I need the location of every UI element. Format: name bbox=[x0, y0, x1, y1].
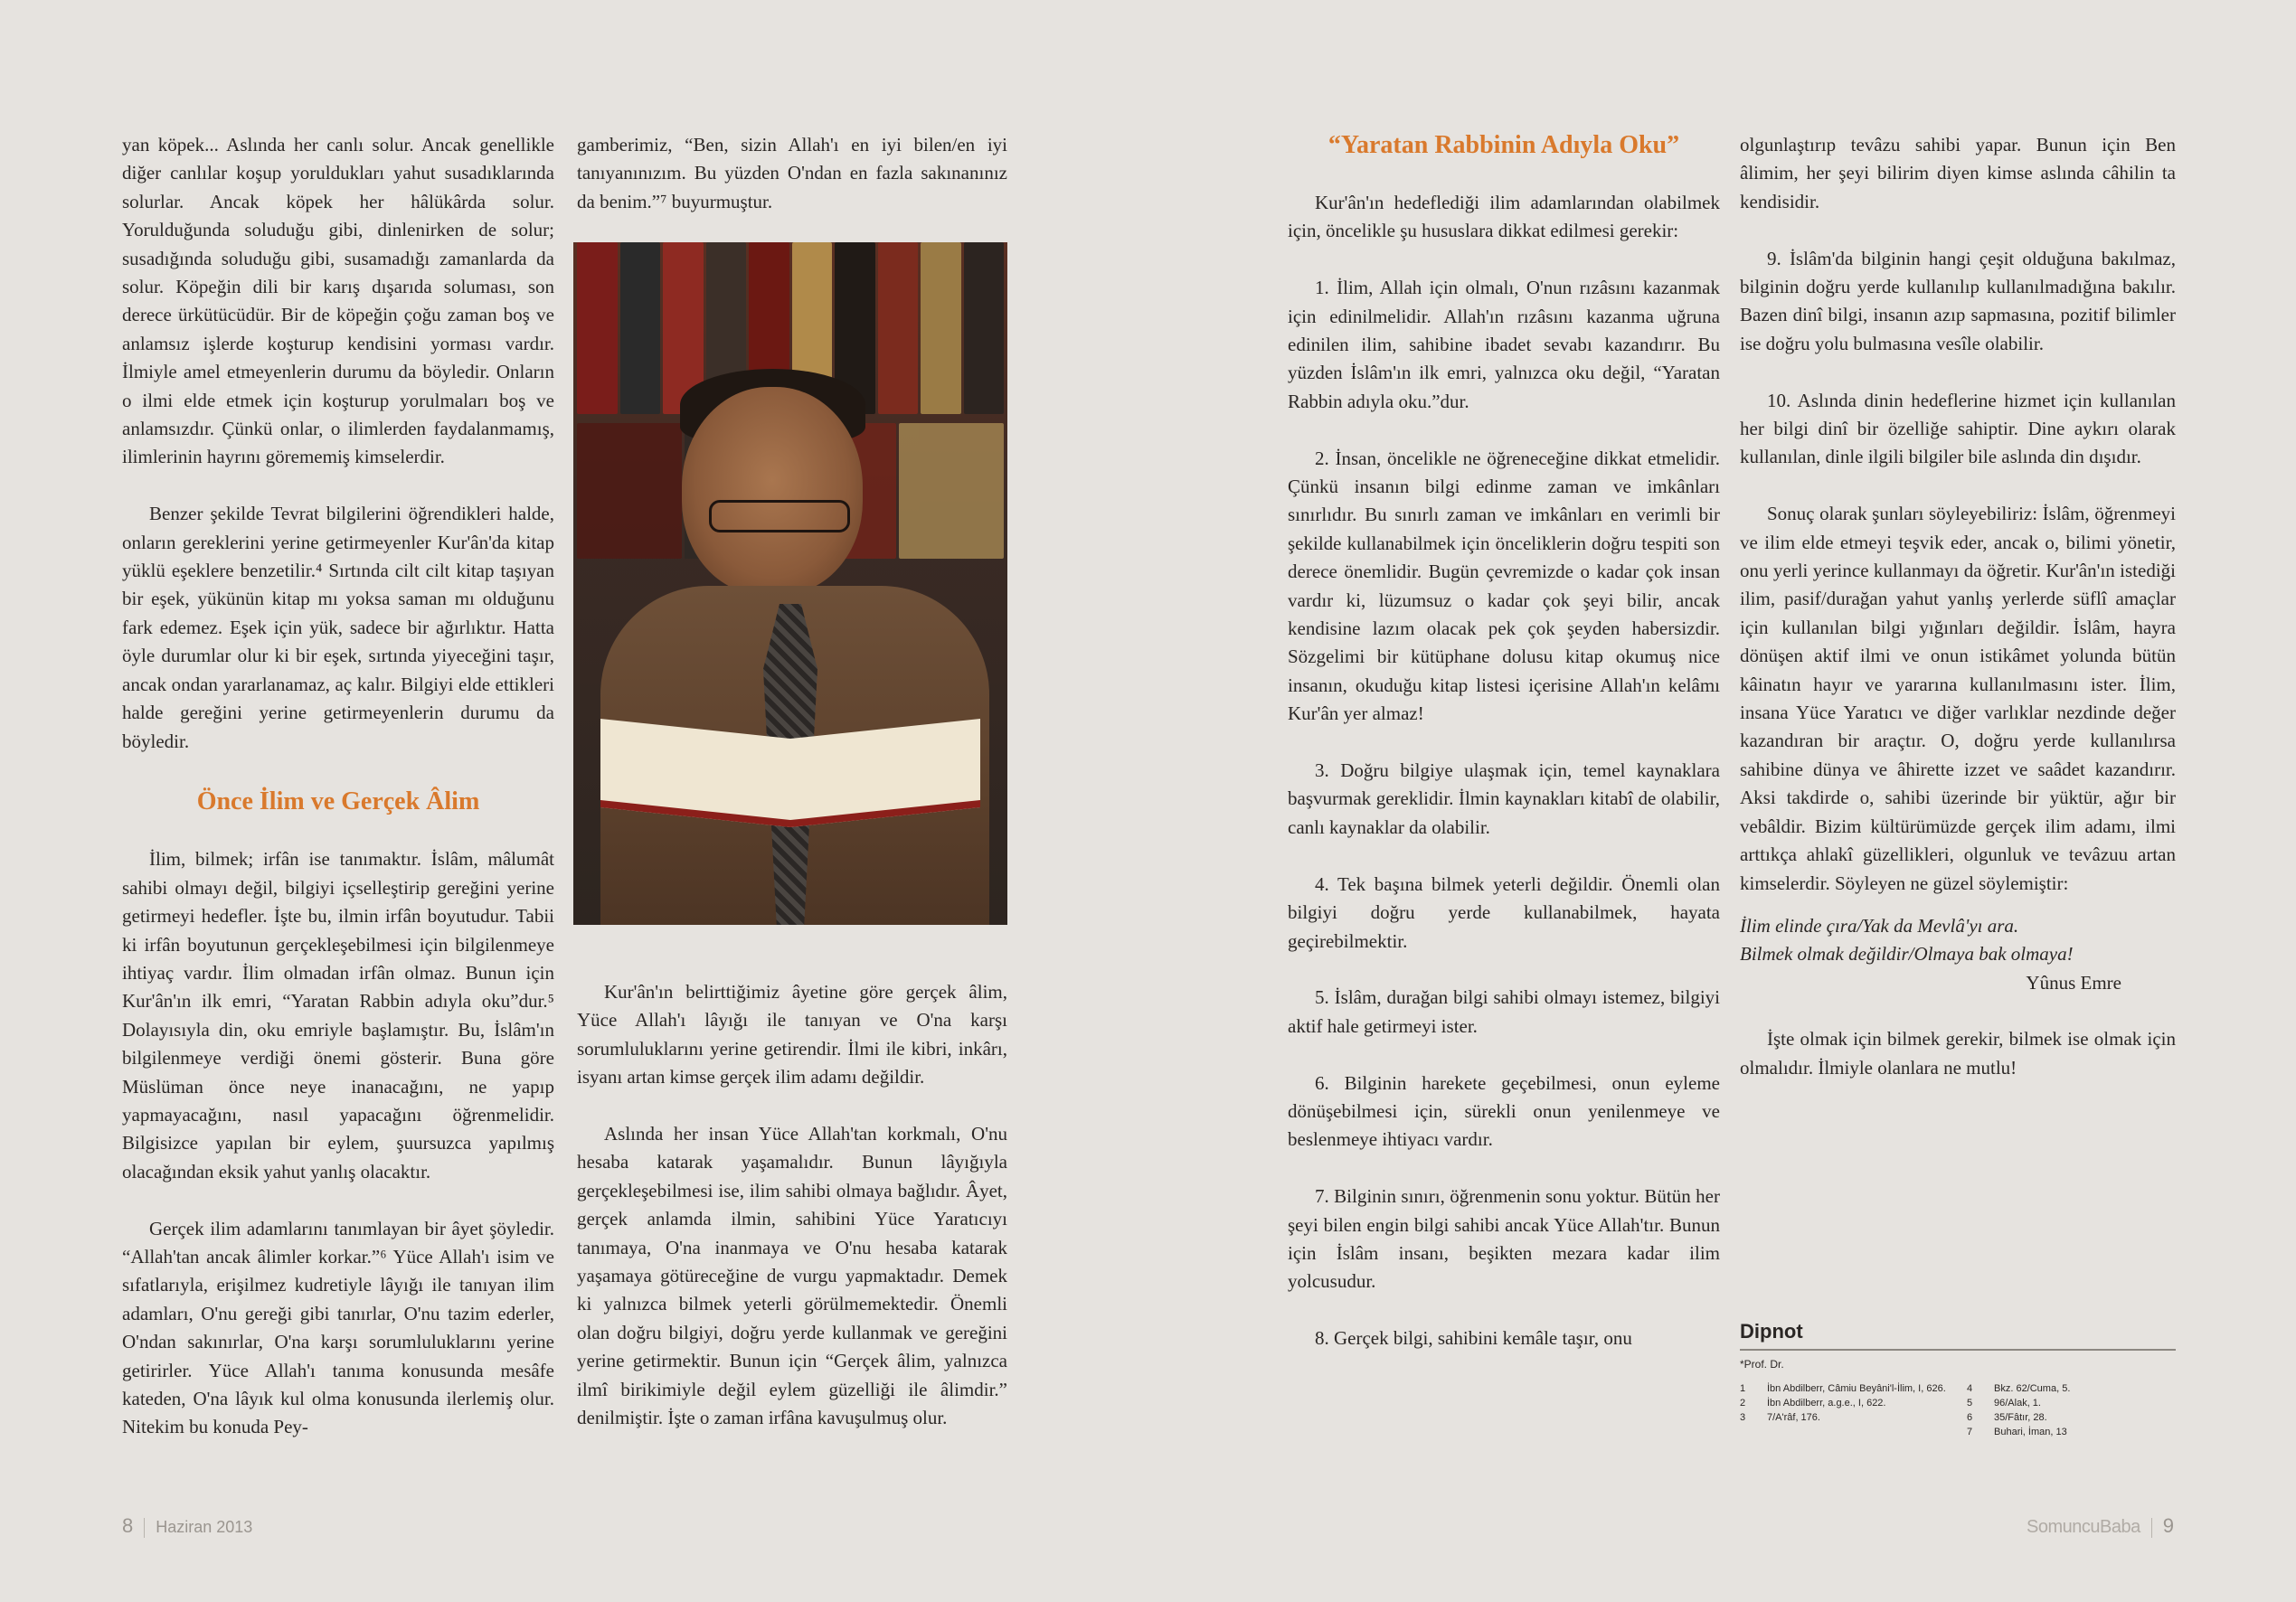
left-column-1 bbox=[122, 131, 554, 1487]
footnote-text: 35/Fâtır, 28. bbox=[1994, 1412, 2047, 1423]
paragraph: 2. İnsan, öncelikle ne öğreneceğine dikkat etmelidir. Çünkü insanın bilgi edinme zaman ve imkânları sınırlıdır. Bu sınırlı zaman ve imkânları en verimli bir şekilde kullanabilmek için önceliklerin doğru tespiti son derece önemlidir. Bugün çevremizde o kadar çok insan vardır ki, lüzumsuz o kadar çok şeyi bilir, ancak kendisine lazım olacak pek çok şeyden habersizdir. Sözgelimi bir kütüphane dolusu kitap okumuş nice insanın, okuduğu kitap listesi içerisine Allah'ın kelâmı Kur'ân yer almaz! bbox=[1288, 447, 1720, 725]
left-column-2-bottom bbox=[577, 978, 1007, 1484]
paragraph: 1. İlim, Allah için olmalı, O'nun rızâsını kazanmak için edinilmelidir. Allah'ın rızâsını kazanma uğruna edinilen ilim, sahibine ibadet sevabı kazandırır. Bu yüzden İslâm'ın ilk emri, yalnızca oku değil, “Yaratan Rabbin adıyla oku.”dur. bbox=[1288, 277, 1720, 412]
man-reading-book-photo bbox=[573, 242, 1007, 925]
paragraph: 6. Bilginin harekete geçebilmesi, onun eyleme dönüşebilmesi için, sürekli onun yenilenmeye ve beslenmeye ihtiyacı vardır. bbox=[1288, 1071, 1720, 1151]
footnote-number: 7 bbox=[1967, 1427, 1973, 1437]
footnote-item bbox=[1740, 1396, 1949, 1410]
paragraph: 8. Gerçek bilgi, sahibini kemâle taşır, onu bbox=[1315, 1327, 1632, 1350]
page-number: 8 bbox=[122, 1514, 134, 1537]
footnote-text: İbn Abdilberr, a.g.e., I, 622. bbox=[1767, 1398, 1886, 1409]
paragraph: 7. Bilginin sınırı, öğrenmenin sonu yoktur. Bütün her şeyi bilen engin bilgi sahibi ancak Yüce Allah'tır. Bunun için İslâm insanı, beşikten mezara kadar ilim yolcusudur. bbox=[1288, 1185, 1720, 1293]
left-footer bbox=[122, 1514, 252, 1538]
page-number: 9 bbox=[2162, 1514, 2174, 1537]
footnote-number: 2 bbox=[1740, 1398, 1746, 1409]
footnote-text: Buhari, İman, 13 bbox=[1994, 1427, 2067, 1437]
section-heading: Önce İlim ve Gerçek Âlim bbox=[196, 787, 480, 816]
footnote-text: 7/A'râf, 176. bbox=[1767, 1412, 1820, 1423]
paragraph: olgunlaştırıp tevâzu sahibi yapar. Bunun için Ben âlimim, her şeyi bilirim diyen kimse aslında câhilin ta kendisidir. bbox=[1740, 134, 2176, 212]
paragraph: İşte olmak için bilmek gerekir, bilmek ise olmak için olmalıdır. İlmiyle olanlara ne mutlu! bbox=[1740, 1028, 2176, 1079]
poem-line: Bilmek olmak değildir/Olmaya bak olmaya! bbox=[1740, 943, 2074, 966]
left-column-2-top bbox=[577, 131, 1007, 231]
footnote-number: 3 bbox=[1740, 1412, 1746, 1423]
footnote-number: 4 bbox=[1967, 1383, 1973, 1394]
paragraph: 5. İslâm, durağan bilgi sahibi olmayı istemez, bilgiyi aktif hale getirmeyi ister. bbox=[1288, 986, 1720, 1037]
footnote-number: 5 bbox=[1967, 1398, 1973, 1409]
footnote-item bbox=[1967, 1410, 2176, 1425]
footnote-number: 6 bbox=[1967, 1412, 1973, 1423]
author-note: *Prof. Dr. bbox=[1740, 1358, 1784, 1371]
paragraph: gamberimiz, “Ben, sizin Allah'ı en iyi bilen/en iyi tanıyanınızım. Bu yüzden O'ndan en fazla sakınanınız da benim.”⁷ buyurmuştur. bbox=[577, 134, 1007, 212]
issue-date: Haziran 2013 bbox=[156, 1518, 253, 1536]
footnote-item bbox=[1740, 1381, 1949, 1396]
paragraph: 9. İslâm'da bilginin hangi çeşit olduğuna bakılmaz, bilginin doğru yerde kullanılıp kullanılmadığına bakılır. Bazen dinî bilgi, insanın azıp sapmasına, pozitif bilimler ise doğru yolu bulmasına vesîle olabilir. bbox=[1740, 247, 2176, 354]
footnote-item bbox=[1740, 1410, 1949, 1425]
right-column-2 bbox=[1740, 131, 2176, 1315]
poem-author: Yûnus Emre bbox=[2026, 971, 2121, 994]
right-footer bbox=[2027, 1514, 2174, 1538]
footnote-number: 1 bbox=[1740, 1383, 1746, 1394]
footnote-item bbox=[1967, 1425, 2176, 1439]
paragraph: Gerçek ilim adamlarını tanımlayan bir âyet şöyledir. “Allah'tan ancak âlimler korkar.”⁶ Yüce Allah'ı isim ve sıfatlarıyla, erişilmez kudretiyle lâyığı ile tanıyan ilim adamları, O'nu gereği gibi tanırlar, O'nu tazim ederler, O'ndan sakınırlar, O'na karşı sorumluluklarını yerine getirirler. Yüce Allah'ı tanıma konusunda mesâfe kateden, O'na lâyık kul olma konusunda ilerlemiş olur. Nitekim bu konuda Pey- bbox=[122, 1217, 554, 1438]
paragraph: Kur'ân'ın hedeflediği ilim adamlarından olabilmek için, öncelikle şu hususlara dikkat edilmesi gerekir: bbox=[1288, 192, 1720, 242]
brand-logo: SomuncuBaba bbox=[2027, 1517, 2140, 1537]
footnote-item bbox=[1740, 1425, 1949, 1439]
footnote-text: Bkz. 62/Cuma, 5. bbox=[1994, 1383, 2071, 1394]
paragraph: Benzer şekilde Tevrat bilgilerini öğrendikleri halde, onların gereklerini yerine getirmeyenler Kur'ân'da kitap yüklü eşeklere benzetilir.⁴ Sırtında cilt cilt kitap taşıyan bir eşek, yükünün kitap mı yoksa saman mı olduğunu fark edemez. Eşek için yük, sadece bir ağırlıktır. Hatta öyle durumlar olur ki bir eşek, sırtında yiyeceğini taşır, ancak ondan yararlanamaz, aç kalır. Bilgiyi elde ettikleri halde gereğini yerine getirmeyenlerin durumu da böyledir. bbox=[122, 503, 554, 752]
footnote-text: 96/Alak, 1. bbox=[1994, 1398, 2041, 1409]
footnote-list bbox=[1740, 1381, 2176, 1439]
paragraph: yan köpek... Aslında her canlı solur. Ancak genellikle diğer canlılar koşup yoruldukları yahut susadıklarında solurlar. Ancak köpek her hâlükârda solur. Yorulduğunda soluduğu gibi, dinlenirken de solur; susadığında soluduğu gibi, susamadığı zamanlarda da solur. Köpeğin dili bir karış dışarıda soluması, son derece ürkütücüdür. Bir de köpeğin çoğu zaman boş ve anlamsız işlerde koşturup kendisini yorması vardır. İlmiyle amel etmeyenlerin durumu da böyledir. Onların o ilmi elde etmek için koşturup yorulmaları boş ve anlamsızdır. Çünkü onlar, o ilimlerden faydalanmamış, ilimlerinin hayrını görememiş kimselerdir. bbox=[122, 134, 554, 468]
right-column-1 bbox=[1288, 131, 1720, 1487]
footnotes-title: Dipnot bbox=[1740, 1320, 2176, 1351]
footnote-text: İbn Abdilberr, Câmiu Beyâni'l-İlim, I, 626. bbox=[1767, 1383, 1946, 1394]
paragraph: 10. Aslında dinin hedeflerine hizmet için kullanılan her bilgi dinî bir özelliğe sahiptir. Dine aykırı olarak kullanılan, dinle ilgili bilgiler bile aslında din dışıdır. bbox=[1740, 389, 2176, 468]
paragraph: İlim, bilmek; irfân ise tanımaktır. İslâm, mâlumât sahibi olmayı değil, bilgiyi içselleştirip gereğini yerine getirmeyi hedefler. İşte bu, ilmin irfân boyutudur. Tabii ki irfân boyutunun gerçekleşebilmesi için bilgilenmeye ihtiyaç vardır. İlim olmadan irfân olmaz. Bunun için Kur'ân'ın ilk emri, “Yaratan Rabbin adıyla oku”dur.⁵ Dolayısıyla din, oku emriyle başlamıştır. Bu, İslâm'ın bilgilenmeye verdiği önemi gösterir. Buna göre Müslüman önce neye inanacağını, ne yapıp yapmayacağını, nasıl yapacağını öğrenmelidir. Bilgisizce yapılan bir eylem, şuursuzca yapılmış olacağından eksik yahut yanlış olacaktır. bbox=[122, 848, 554, 1183]
paragraph: Kur'ân'ın belirttiğimiz âyetine göre gerçek âlim, Yüce Allah'ı lâyığı ile tanıyan ve O'na karşı sorumluluklarını yerine getirendir. İlmi ile kibri, inkârı, isyanı artan kimse gerçek ilim adamı değildir. bbox=[577, 981, 1007, 1088]
poem-line: İlim elinde çıra/Yak da Mevlâ'yı ara. bbox=[1740, 914, 2019, 937]
footnote-item bbox=[1967, 1381, 2176, 1396]
paragraph: 3. Doğru bilgiye ulaşmak için, temel kaynaklara başvurmak gereklidir. İlmin kaynakları kitabî de olabilir, canlı kaynaklar da olabilir. bbox=[1288, 759, 1720, 838]
paragraph: 4. Tek başına bilmek yeterli değildir. Önemli olan bilgiyi doğru yerde kullanabilmek, hayata geçirebilmektir. bbox=[1288, 872, 1720, 952]
section-heading: “Yaratan Rabbinin Adıyla Oku” bbox=[1328, 131, 1680, 159]
paragraph: Aslında her insan Yüce Allah'tan korkmalı, O'nu hesaba katarak yaşamalıdır. Bunun lâyığıyla gerçekleşebilmesi ise, ilim sahibi olmaya bağlıdır. Âyet, gerçek anlamda ilmin, sahibini Yüce Yaratıcıyı tanımaya, O'na inanmaya ve O'nu hesaba katarak yaşamaya götüreceğine de vurgu yapmaktadır. Demek ki yalnızca bilmek yeterli görülmemektedir. Önemli olan doğru bilgiyi, doğru yerde kullanmak ve gereğini yerine getirmektir. Bunun için “Gerçek âlim, yalnızca ilmî birikimiyle değil eylem güzelliği ile âlimdir.” denilmiştir. İşte o zaman irfâna kavuşulmuş olur. bbox=[577, 1123, 1007, 1429]
footnote-item bbox=[1967, 1396, 2176, 1410]
footnotes bbox=[1740, 1320, 2176, 1439]
paragraph: Sonuç olarak şunları söyleyebiliriz: İslâm, öğrenmeyi ve ilim elde etmeyi teşvik eder, ancak o, bilimi yönetir, onu yerli yerince kullanmayı da öğretir. Kur'ân'ın istediği ilim, pasif/durağan yahut yanlış yerlerde süflî amaçlar için kullanılan bilgi yığınları değildir. İslâm, hayra dönüşen aktif ilmi ve onun istikâmet yolunda bütün kâinatın hayır ve yararına kullanılmasını ister. İlim, insana Yüce Yaratıcı ve diğer varlıklar nezdinde değer kazandıran bir araçtır. O, doğru yerde kullanılırsa sahibine dünya ve âhirette izzet ve saâdet kazandırır. Aksi takdirde o, sahibi üzerinde bir yüktür, ağır bir vebâldir. Bizim kültürümüzde gerçek ilim adamı, ilmi arttıkça ahlakî güzellikleri, olgunluk ve tevâzuu artan kimselerdir. Söyleyen ne güzel söylemiştir: bbox=[1740, 503, 2176, 894]
footnote-number bbox=[1740, 1425, 1751, 1439]
